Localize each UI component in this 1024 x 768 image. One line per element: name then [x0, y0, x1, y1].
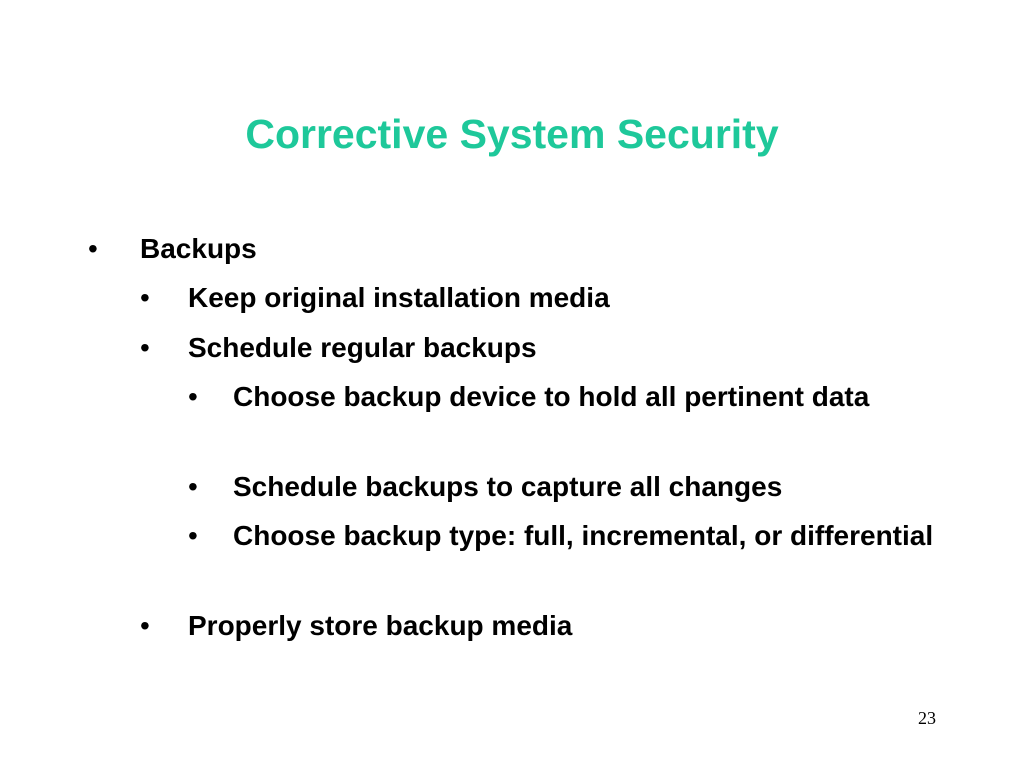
bullet-item-backup-type	[188, 516, 943, 556]
bullet-marker: •	[188, 520, 198, 551]
bullet-item-store-media	[140, 606, 968, 646]
bullet-marker: •	[140, 332, 150, 363]
bullet-item-choose-device	[188, 377, 943, 417]
bullet-item-keep-media	[140, 278, 968, 318]
bullet-text: Choose backup type: full, incremental, or differential	[233, 520, 934, 551]
bullet-text: Properly store backup media	[188, 610, 573, 641]
bullet-text: Keep original installation media	[188, 282, 610, 313]
slide-title: Corrective System Security	[245, 111, 779, 157]
bullet-item-schedule-backups	[140, 328, 968, 368]
bullet-text: Schedule backups to capture all changes	[233, 471, 783, 502]
bullet-item-capture-changes	[188, 467, 943, 507]
bullet-marker: •	[188, 381, 198, 412]
bullet-marker: •	[140, 610, 150, 641]
bullet-marker: •	[88, 233, 98, 264]
bullet-text: Schedule regular backups	[188, 332, 537, 363]
bullet-text: Choose backup device to hold all pertinent data	[233, 381, 870, 412]
bullet-marker: •	[188, 471, 198, 502]
bullet-item-backups	[88, 229, 960, 269]
page-number: 23	[918, 708, 936, 728]
bullet-marker: •	[140, 282, 150, 313]
bullet-text: Backups	[140, 233, 257, 264]
